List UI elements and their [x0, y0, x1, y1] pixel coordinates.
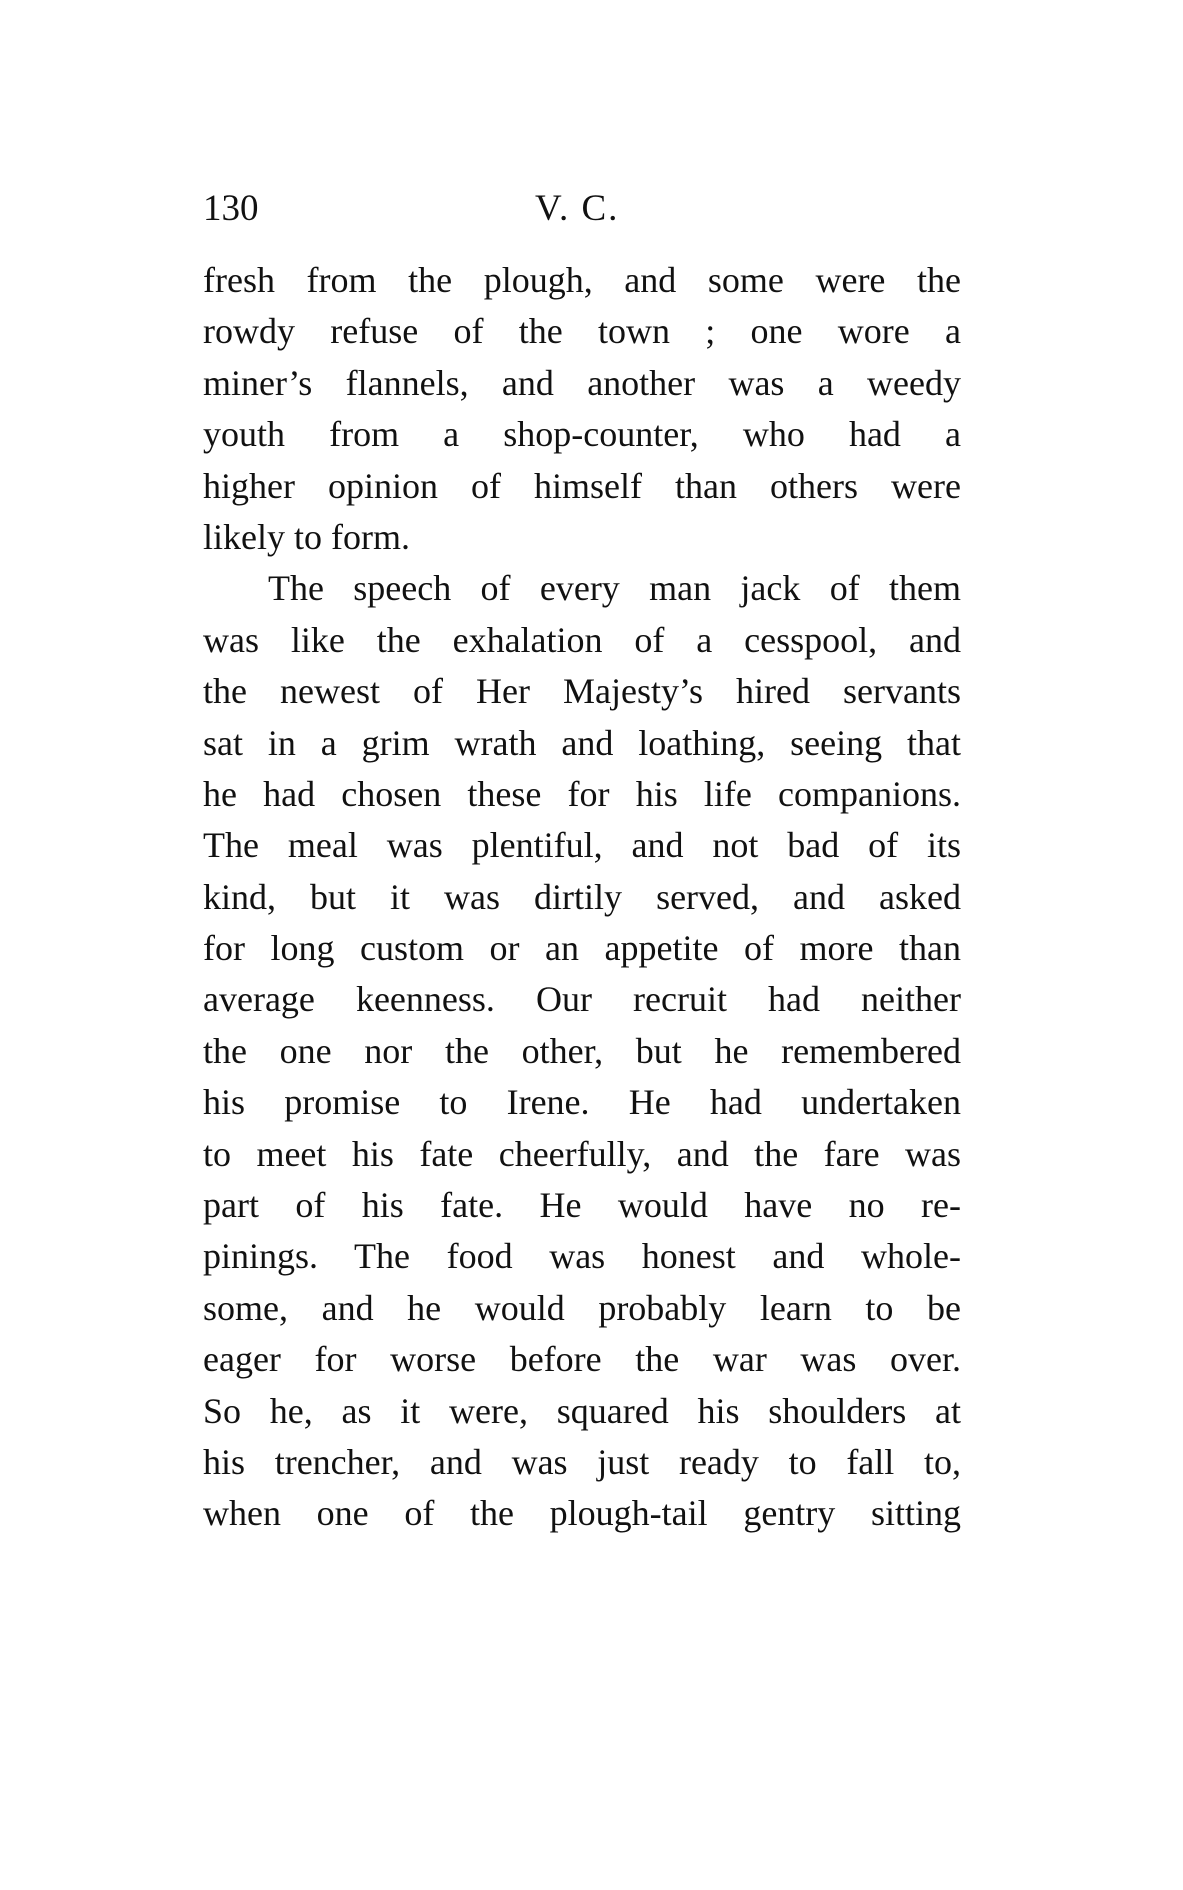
text-line: kind, but it was dirtily served, and asked [203, 876, 961, 917]
running-head [203, 184, 963, 234]
text-line: some, and he would probably learn to be [203, 1287, 961, 1328]
text-line: eager for worse before the war was over. [203, 1339, 961, 1380]
page-number: 130 [203, 188, 259, 229]
text-line: So he, as it were, squared his shoulders at [203, 1390, 961, 1431]
text-line: for long custom or an appetite of more than [203, 928, 961, 969]
text-line: the one nor the other, but he remembered [203, 1030, 961, 1071]
text-line: sat in a grim wrath and loathing, seeing that [203, 722, 961, 763]
running-title: V. C. [535, 188, 620, 229]
text-line: pinings. The food was honest and whole- [203, 1236, 961, 1277]
text-line: The meal was plentiful, and not bad of its [203, 825, 961, 866]
text-line: was like the exhalation of a cesspool, and [203, 619, 961, 660]
text-line: his trencher, and was just ready to fall to, [203, 1441, 961, 1482]
text-line: part of his fate. He would have no re- [203, 1185, 961, 1226]
text-line: when one of the plough-tail gentry sitting [203, 1493, 961, 1534]
text-line: to meet his fate cheerfully, and the fare was [203, 1133, 961, 1174]
text-line: average keenness. Our recruit had neither [203, 979, 961, 1020]
text-line: miner’s flannels, and another was a weedy [203, 362, 961, 403]
text-line: the newest of Her Majesty’s hired servants [203, 671, 961, 712]
text-line: his promise to Irene. He had undertaken [203, 1082, 961, 1123]
text-line: higher opinion of himself than others were [203, 465, 961, 506]
paragraph-end-line: likely to form. [203, 516, 410, 557]
body-text [203, 255, 961, 1540]
text-line: youth from a shop-counter, who had a [203, 414, 961, 455]
text-line: fresh from the plough, and some were the [203, 260, 961, 300]
paragraph-start-line: The speech of every man jack of them [268, 568, 961, 609]
text-line: rowdy refuse of the town ; one wore a [203, 311, 961, 352]
text-line: he had chosen these for his life companions. [203, 773, 961, 814]
